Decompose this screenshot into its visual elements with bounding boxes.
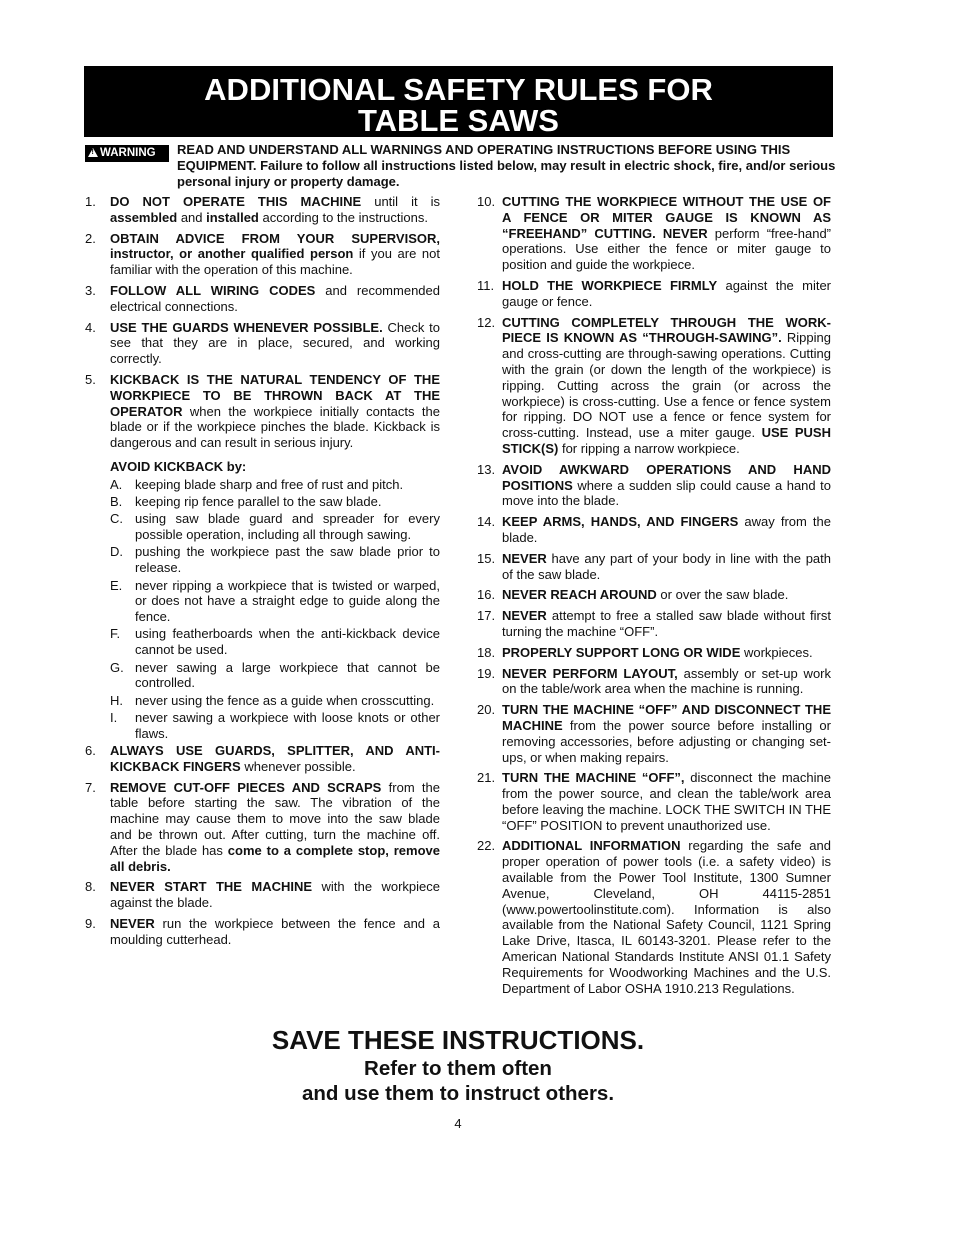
sub-letter: G. [110, 659, 124, 675]
rule-bold: HOLD THE WORKPIECE FIRMLY [502, 277, 718, 293]
rule-text: or over the saw blade. [656, 587, 789, 603]
sub-letter: H. [110, 692, 123, 708]
sub-item [85, 511, 440, 543]
rule-number: 9. [85, 915, 96, 931]
rule-number: 19. [477, 665, 496, 681]
rule-number: 17. [477, 608, 496, 624]
sub-text: using featherboards when the anti-kickback device cannot be used. [135, 626, 440, 658]
rule-bold: PROPERLY SUPPORT LONG OR WIDE [502, 644, 741, 660]
rule-bold: NEVER PERFORM LAYOUT, [502, 665, 678, 681]
rule-bold: NEVER REACH AROUND [502, 587, 657, 603]
sub-item [85, 710, 440, 742]
page-title [84, 66, 833, 137]
rule-number: 7. [85, 779, 96, 795]
sub-letter: F. [110, 626, 121, 642]
rule-text: have any part of your body in line with the path of the saw blade. [502, 550, 831, 582]
rule-number: 3. [85, 282, 96, 298]
rule-text: when the workpiece initially contacts the blade or if the workpiece pinches the blade. Kickback is dangerous and can result in serious injury. [110, 403, 440, 451]
rule-text: Check to see that they are in place, secured, and working correctly. [110, 319, 440, 367]
rule-bold: come to a complete stop, remove all debris. [110, 842, 440, 874]
sub-text: never sawing a large workpiece that cannot be controlled. [135, 659, 440, 691]
rule-bold: CUTTING THE WORKPIECE WITHOUT THE USE OF A FENCE OR MITER GAUGE IS KNOWN AS “FREEHAND” CUTTING. NEVER [502, 194, 831, 241]
rule-number: 8. [85, 879, 96, 895]
rule-bold: ADDITIONAL INFORMATION [502, 838, 681, 854]
rule-item [477, 608, 831, 640]
sub-item [85, 626, 440, 658]
sub-letter: B. [110, 494, 123, 510]
rule-number: 2. [85, 230, 96, 246]
rule-item [477, 514, 831, 546]
rule-text: attempt to free a stalled saw blade without first turning the machine “OFF”. [502, 608, 831, 639]
rule-number: 18. [477, 644, 496, 660]
rule-bold: NEVER [110, 915, 155, 931]
rule-bold: NEVER START THE MACHINE [110, 879, 313, 895]
sub-text: pushing the workpiece past the saw blade prior to release. [135, 544, 440, 576]
rule-text: from the table before starting the saw. The vibration of the machine may cause them to move into the saw blade and be thrown out. After cutting, turn the machine off. After the blade has [110, 779, 441, 858]
sub-item [85, 578, 440, 625]
left-column [85, 194, 440, 953]
warning-badge [85, 145, 169, 162]
rule-text: workpieces. [740, 644, 813, 660]
rule-item [477, 278, 831, 310]
rule-number: 16. [477, 587, 496, 603]
sub-item [85, 477, 440, 493]
instruct-subheading: and use them to instruct others. [301, 1082, 615, 1105]
rule-item [85, 194, 440, 226]
rule-number: 5. [85, 371, 96, 387]
rule-bold: USE THE GUARDS WHENEVER POSSIBLE. [110, 319, 383, 335]
rule-text: and recommended electrical connections. [110, 282, 440, 314]
sub-text: using saw blade guard and spreader for every possible operation, including all through sawing. [135, 511, 440, 543]
rule-text: for ripping a narrow workpiece. [558, 440, 740, 456]
sub-text: never ripping a workpiece that is twisted or warped, or does not have a straight edge to guide along the fence. [135, 577, 440, 625]
sub-letter: E. [110, 577, 123, 593]
rule-bold: installed [206, 209, 259, 225]
rule-item [477, 838, 831, 996]
sub-text: never sawing a workpiece with loose knots or other flaws. [135, 709, 440, 741]
rule-bold: NEVER [502, 550, 547, 566]
rule-item [85, 916, 440, 948]
rule-item [85, 743, 440, 775]
rule-item [477, 462, 831, 509]
rule-item [477, 587, 831, 603]
sub-letter: D. [110, 544, 123, 560]
sub-item [85, 660, 440, 692]
rule-text: until it is [361, 194, 440, 209]
rule-text: and [177, 209, 207, 225]
rule-item [477, 666, 831, 698]
title-line-1: ADDITIONAL SAFETY RULES FOR [204, 72, 713, 107]
rule-text: where a sudden slip could cause a hand to move into the blade. [502, 477, 831, 509]
rule-bold: DO NOT OPERATE THIS MACHINE [110, 194, 362, 209]
rule-item [477, 702, 831, 765]
rule-number: 11. [477, 277, 495, 293]
rule-bold: KEEP ARMS, HANDS, AND FINGERS [502, 514, 739, 530]
rule-number: 10. [477, 194, 496, 209]
rule-text: from the power source before installing or removing accessories, before adjusting or changing set-ups, or when making repairs. [502, 717, 831, 765]
rule-bold: FOLLOW ALL WIRING CODES [110, 282, 316, 298]
rule-number: 21. [477, 770, 496, 786]
rule-item [85, 231, 440, 278]
save-instructions-heading: SAVE THESE INSTRUCTIONS. [271, 1025, 645, 1055]
rule-bold: TURN THE MACHINE “OFF”, [502, 770, 685, 786]
sub-item [85, 544, 440, 576]
rule-item [477, 770, 831, 833]
rule-item [85, 780, 440, 875]
rule-text: Ripping and cross-cutting are through-sawing operations. Cutting with the grain (or down the length of the workpiece) is ripping. Cutting across the grain (or across the workpiece) is cross-cutting. Use a fence or fence system for ripping. DO NOT use a fence or fence system for cross-cutting. Instead, use a miter gauge. [502, 330, 831, 441]
refer-subheading: Refer to them often [364, 1057, 552, 1080]
rule-item [85, 283, 440, 315]
rule-bold: KICKBACK IS THE NATURAL TENDENCY OF THE WORKPIECE TO BE THROWN BACK AT THE OPERATOR [110, 371, 440, 419]
rule-number: 20. [477, 702, 496, 718]
rule-bold: OBTAIN ADVICE FROM YOUR SUPERVISOR, instructor, or another qualified person [110, 230, 440, 262]
sub-letter: A. [110, 476, 123, 492]
warning-text: READ AND UNDERSTAND ALL WARNINGS AND OPERATING INSTRUCTIONS BEFORE USING THIS EQUIPMENT. Failure to follow all instructions listed below, may result in electric shock, fire, and/or serious personal injury or property damage. [177, 142, 836, 189]
rule-number: 4. [85, 319, 96, 335]
title-line-2: TABLE SAWS [358, 103, 559, 138]
sub-text: keeping rip fence parallel to the saw blade. [135, 494, 382, 510]
rule-text: run the workpiece between the fence and a moulding cutterhead. [110, 915, 440, 947]
warning-triangle-icon: ! [88, 148, 98, 157]
sub-text: never using the fence as a guide when crosscutting. [135, 692, 435, 708]
rule-text: whenever possible. [240, 758, 356, 774]
rule-bold: TURN THE MACHINE “OFF” AND DISCONNECT THE MACHINE [502, 702, 831, 733]
page-number: 4 [454, 1116, 462, 1131]
sub-item [85, 693, 440, 709]
rule-text: according to the instructions. [258, 209, 428, 225]
rule-item [477, 551, 831, 583]
rule-number: 14. [477, 514, 496, 530]
rule-text: disconnect the machine from the power source, and clean the table/work area before leaving the machine. LOCK THE SWITCH IN THE “OFF” POSITION to prevent unauthorized use. [502, 770, 831, 833]
rule-item [85, 879, 440, 911]
rule-number: 22. [477, 838, 496, 854]
rule-bold: NEVER [502, 608, 547, 624]
sub-text: keeping blade sharp and free of rust and pitch. [135, 476, 404, 492]
rule-number: 1. [85, 194, 96, 209]
rule-item [85, 320, 440, 367]
rule-number: 6. [85, 743, 96, 758]
rule-bold: CUTTING COMPLETELY THROUGH THE WORK-PIECE IS KNOWN AS “THROUGH-SAWING”. [502, 314, 831, 346]
rule-text: against the miter gauge or fence. [502, 277, 831, 309]
rule-text: if you are not familiar with the operation of this machine. [110, 246, 440, 278]
rule-number: 15. [477, 550, 496, 566]
sub-item [85, 494, 440, 510]
rule-item [477, 194, 831, 273]
warning-badge-label: WARNING [100, 147, 156, 159]
rule-text: with the workpiece against the blade. [110, 879, 440, 911]
rule-text: away from the blade. [502, 514, 831, 545]
rule-bold: assembled [110, 209, 178, 225]
rule-text: assembly or set-up work on the table/work area when the machine is running. [502, 665, 831, 697]
sub-letter: C. [110, 511, 123, 527]
rule-bold: USE PUSH STICK(S) [502, 425, 831, 456]
rule-number: 12. [477, 314, 496, 330]
rule-bold: ALWAYS USE GUARDS, SPLITTER, AND ANTI-KICKBACK FINGERS [110, 743, 440, 774]
sub-letter: I. [110, 709, 118, 725]
rule-bold: REMOVE CUT-OFF PIECES AND SCRAPS [110, 779, 382, 795]
rule-item [85, 372, 440, 451]
rule-item [477, 645, 831, 661]
avoid-kickback-heading: AVOID KICKBACK by: [110, 458, 247, 474]
rule-item [477, 315, 831, 457]
right-column [477, 194, 831, 1001]
rule-number: 13. [477, 461, 496, 477]
rule-bold: AVOID AWKWARD OPERATIONS AND HAND POSITIONS [502, 461, 831, 493]
rule-text: regarding the safe and proper operation of power tools (i.e. a safety video) is available from the Power Tool Institute, 1300 Sumner Avenue, Cleveland, OH 44115-2851 (www.powertoolinstitute.com). Information is also available from the National Safety Council, 1121 Spring Lake Drive, Itasca, IL 60143-3201. Please refer to the American National Standards Institute ANSI 01.1 Safety Requirements for Woodworking Machines and the U.S. Department of Labor OSHA 1910.213 Regulations. [502, 838, 831, 996]
rule-text: perform “free-hand” operations. Use either the fence or miter gauge to position and guide the workpiece. [502, 225, 832, 273]
